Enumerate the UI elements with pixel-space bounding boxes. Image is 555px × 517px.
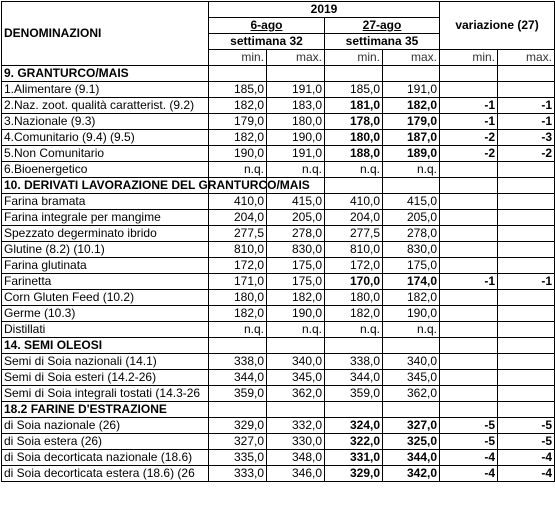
section-row: [2, 178, 555, 194]
row-label: di Soia decorticata estera (18.6) (26: [2, 466, 209, 482]
row-label: di Soia estera (26): [2, 434, 209, 450]
empty-cell: [325, 66, 383, 82]
table-row: [2, 354, 555, 370]
row-label: Semi di Soia esteri (14.2-26): [2, 370, 209, 386]
variation-min-cell: [440, 306, 498, 322]
week1-max-cell: 183,0: [267, 98, 325, 114]
variation-min-cell: [440, 210, 498, 226]
variation-min-cell: [440, 242, 498, 258]
row-label: Germe (10.3): [2, 306, 209, 322]
denominazioni-header: DENOMINAZIONI: [2, 2, 209, 66]
min-label: min.: [209, 50, 267, 66]
week1-max-cell: 182,0: [267, 290, 325, 306]
week2-max-cell: 175,0: [383, 258, 440, 274]
week1-min-cell: 185,0: [209, 82, 267, 98]
table-row: [2, 194, 555, 210]
week2-min-cell: 178,0: [325, 114, 383, 130]
week1-max-cell: 180,0: [267, 114, 325, 130]
variation-min-cell: [440, 386, 498, 402]
section-title: 14. SEMI OLEOSI: [2, 338, 209, 354]
week1-min-cell: 344,0: [209, 370, 267, 386]
row-label: Farinetta: [2, 274, 209, 290]
empty-cell: [383, 402, 440, 418]
section-title: 9. GRANTURCO/MAIS: [2, 66, 209, 82]
week1-min-cell: 335,0: [209, 450, 267, 466]
week1-label: settimana 32: [209, 34, 325, 50]
variation-max-cell: -4: [498, 450, 555, 466]
price-table: [1, 1, 555, 482]
empty-cell: [209, 402, 267, 418]
row-label: 2.Naz. zoot. qualità caratterist. (9.2): [2, 98, 209, 114]
week2-min-cell: 170,0: [325, 274, 383, 290]
variation-min-cell: [440, 194, 498, 210]
week2-max-cell: 362,0: [383, 386, 440, 402]
variation-max-cell: [498, 82, 555, 98]
row-label: di Soia decorticata nazionale (18.6): [2, 450, 209, 466]
min-label: min.: [440, 50, 498, 66]
week2-min-cell: 182,0: [325, 306, 383, 322]
week1-max-cell: n.q.: [267, 162, 325, 178]
week1-max-cell: n.q.: [267, 322, 325, 338]
table-row: [2, 274, 555, 290]
empty-cell: [440, 178, 498, 194]
min-label: min.: [325, 50, 383, 66]
week1-max-cell: 175,0: [267, 274, 325, 290]
section-title: 10. DERIVATI LAVORAZIONE DEL GRANTURCO/MAIS: [2, 178, 209, 194]
variation-min-cell: [440, 354, 498, 370]
week2-min-cell: 810,0: [325, 242, 383, 258]
table-row: [2, 306, 555, 322]
variation-min-cell: [440, 322, 498, 338]
week2-max-cell: 830,0: [383, 242, 440, 258]
week1-max-cell: 175,0: [267, 258, 325, 274]
variation-min-cell: [440, 258, 498, 274]
week1-min-cell: 338,0: [209, 354, 267, 370]
empty-cell: [267, 66, 325, 82]
variation-min-cell: -4: [440, 466, 498, 482]
empty-cell: [498, 402, 555, 418]
variation-max-cell: [498, 194, 555, 210]
empty-cell: [325, 178, 383, 194]
row-label: Semi di Soia integrali tostati (14.3-26: [2, 386, 209, 402]
week2-min-cell: 331,0: [325, 450, 383, 466]
table-row: [2, 386, 555, 402]
row-label: Glutine (8.2) (10.1): [2, 242, 209, 258]
week2-min-cell: 338,0: [325, 354, 383, 370]
week2-min-cell: 344,0: [325, 370, 383, 386]
week1-max-cell: 345,0: [267, 370, 325, 386]
variation-min-cell: -5: [440, 418, 498, 434]
week1-max-cell: 191,0: [267, 82, 325, 98]
variation-min-cell: [440, 226, 498, 242]
empty-cell: [498, 66, 555, 82]
row-label: Semi di Soia nazionali (14.1): [2, 354, 209, 370]
variation-max-cell: [498, 210, 555, 226]
variation-min-cell: -1: [440, 274, 498, 290]
year-header: 2019: [209, 2, 440, 18]
week1-max-cell: 362,0: [267, 386, 325, 402]
week2-min-cell: 359,0: [325, 386, 383, 402]
row-label: 5.Non Comunitario: [2, 146, 209, 162]
empty-cell: [383, 178, 440, 194]
week1-min-cell: 190,0: [209, 146, 267, 162]
variation-min-cell: -5: [440, 434, 498, 450]
week2-max-cell: 344,0: [383, 450, 440, 466]
section-row: [2, 402, 555, 418]
variation-max-cell: -1: [498, 274, 555, 290]
week2-max-cell: 179,0: [383, 114, 440, 130]
week2-min-cell: 180,0: [325, 130, 383, 146]
week2-max-cell: 278,0: [383, 226, 440, 242]
week2-label: settimana 35: [325, 34, 440, 50]
week1-max-cell: 191,0: [267, 146, 325, 162]
week1-min-cell: 179,0: [209, 114, 267, 130]
variation-min-cell: -4: [440, 450, 498, 466]
table-row: [2, 82, 555, 98]
week2-min-cell: 180,0: [325, 290, 383, 306]
week1-max-cell: 340,0: [267, 354, 325, 370]
week1-min-cell: 810,0: [209, 242, 267, 258]
table-row: [2, 242, 555, 258]
variation-max-cell: [498, 258, 555, 274]
table-row: [2, 98, 555, 114]
variation-max-cell: -1: [498, 98, 555, 114]
variation-min-cell: -2: [440, 130, 498, 146]
table-row: [2, 210, 555, 226]
week1-max-cell: 830,0: [267, 242, 325, 258]
week2-min-cell: 329,0: [325, 466, 383, 482]
week1-min-cell: 182,0: [209, 98, 267, 114]
week2-min-cell: 185,0: [325, 82, 383, 98]
variation-max-cell: -5: [498, 418, 555, 434]
empty-cell: [267, 338, 325, 354]
week2-min-cell: 410,0: [325, 194, 383, 210]
table-row: [2, 466, 555, 482]
variation-min-cell: -1: [440, 114, 498, 130]
header-row-year: [2, 2, 555, 18]
table-row: [2, 130, 555, 146]
table-row: [2, 434, 555, 450]
week2-max-cell: 415,0: [383, 194, 440, 210]
max-label: max.: [267, 50, 325, 66]
row-label: Spezzato degerminato ibrido: [2, 226, 209, 242]
week2-max-cell: 182,0: [383, 290, 440, 306]
row-label: Distillati: [2, 322, 209, 338]
week2-min-cell: 322,0: [325, 434, 383, 450]
variation-max-cell: [498, 370, 555, 386]
week1-max-cell: 348,0: [267, 450, 325, 466]
week2-min-cell: 181,0: [325, 98, 383, 114]
variation-min-cell: -2: [440, 146, 498, 162]
max-label: max.: [383, 50, 440, 66]
table-row: [2, 322, 555, 338]
week2-min-cell: 188,0: [325, 146, 383, 162]
week2-max-cell: 205,0: [383, 210, 440, 226]
empty-cell: [325, 338, 383, 354]
week2-max-cell: 340,0: [383, 354, 440, 370]
week2-min-cell: 172,0: [325, 258, 383, 274]
row-label: 1.Alimentare (9.1): [2, 82, 209, 98]
variation-max-cell: -2: [498, 146, 555, 162]
week1-min-cell: 359,0: [209, 386, 267, 402]
week1-max-cell: 415,0: [267, 194, 325, 210]
week1-max-cell: 346,0: [267, 466, 325, 482]
variation-max-cell: -5: [498, 434, 555, 450]
max-label: max.: [498, 50, 555, 66]
week2-min-cell: n.q.: [325, 162, 383, 178]
week1-min-cell: 182,0: [209, 306, 267, 322]
section-row: [2, 66, 555, 82]
week2-max-cell: 182,0: [383, 98, 440, 114]
week2-max-cell: n.q.: [383, 322, 440, 338]
week1-min-cell: 204,0: [209, 210, 267, 226]
row-label: di Soia nazionale (26): [2, 418, 209, 434]
empty-cell: [440, 66, 498, 82]
table-row: [2, 450, 555, 466]
table-row: [2, 114, 555, 130]
row-label: Farina bramata: [2, 194, 209, 210]
variation-max-cell: [498, 226, 555, 242]
week1-min-cell: n.q.: [209, 322, 267, 338]
week2-max-cell: 191,0: [383, 82, 440, 98]
variation-min-cell: -1: [440, 98, 498, 114]
week1-date: 6-ago: [209, 18, 325, 34]
variation-min-cell: [440, 82, 498, 98]
variation-max-cell: -4: [498, 466, 555, 482]
empty-cell: [383, 66, 440, 82]
table-row: [2, 370, 555, 386]
week2-max-cell: 325,0: [383, 434, 440, 450]
week1-min-cell: 171,0: [209, 274, 267, 290]
empty-cell: [498, 178, 555, 194]
variation-min-cell: [440, 370, 498, 386]
row-label: 6.Bioenergetico: [2, 162, 209, 178]
table-row: [2, 226, 555, 242]
week1-max-cell: 190,0: [267, 130, 325, 146]
section-title: 18.2 FARINE D'ESTRAZIONE: [2, 402, 209, 418]
week1-max-cell: 205,0: [267, 210, 325, 226]
empty-cell: [325, 402, 383, 418]
empty-cell: [209, 66, 267, 82]
empty-cell: [498, 338, 555, 354]
week2-min-cell: 324,0: [325, 418, 383, 434]
variation-max-cell: -1: [498, 114, 555, 130]
row-label: Farina glutinata: [2, 258, 209, 274]
table-row: [2, 162, 555, 178]
week1-min-cell: 277,5: [209, 226, 267, 242]
week1-min-cell: 182,0: [209, 130, 267, 146]
empty-cell: [209, 338, 267, 354]
variation-max-cell: [498, 306, 555, 322]
row-label: Farina integrale per mangime: [2, 210, 209, 226]
variation-max-cell: [498, 242, 555, 258]
week1-min-cell: 172,0: [209, 258, 267, 274]
table-row: [2, 146, 555, 162]
week2-max-cell: n.q.: [383, 162, 440, 178]
week1-min-cell: 333,0: [209, 466, 267, 482]
week1-min-cell: 410,0: [209, 194, 267, 210]
week1-min-cell: n.q.: [209, 162, 267, 178]
table-row: [2, 418, 555, 434]
variation-max-cell: -3: [498, 130, 555, 146]
empty-cell: [440, 402, 498, 418]
week1-min-cell: 180,0: [209, 290, 267, 306]
week2-max-cell: 189,0: [383, 146, 440, 162]
variation-min-cell: [440, 290, 498, 306]
row-label: 4.Comunitario (9.4) (9.5): [2, 130, 209, 146]
empty-cell: [383, 338, 440, 354]
week1-max-cell: 190,0: [267, 306, 325, 322]
row-label: 3.Nazionale (9.3): [2, 114, 209, 130]
section-row: [2, 338, 555, 354]
row-label: Corn Gluten Feed (10.2): [2, 290, 209, 306]
week2-max-cell: 342,0: [383, 466, 440, 482]
week1-max-cell: 330,0: [267, 434, 325, 450]
week2-max-cell: 174,0: [383, 274, 440, 290]
week2-date: 27-ago: [325, 18, 440, 34]
variation-max-cell: [498, 290, 555, 306]
week2-max-cell: 187,0: [383, 130, 440, 146]
week2-max-cell: 190,0: [383, 306, 440, 322]
variation-max-cell: [498, 354, 555, 370]
week2-min-cell: 277,5: [325, 226, 383, 242]
empty-cell: [267, 402, 325, 418]
week1-max-cell: 332,0: [267, 418, 325, 434]
week1-min-cell: 329,0: [209, 418, 267, 434]
week2-min-cell: 204,0: [325, 210, 383, 226]
week1-max-cell: 278,0: [267, 226, 325, 242]
week2-min-cell: n.q.: [325, 322, 383, 338]
week1-min-cell: 327,0: [209, 434, 267, 450]
variation-header: variazione (27): [440, 2, 555, 50]
variation-max-cell: [498, 322, 555, 338]
empty-cell: [440, 338, 498, 354]
week2-max-cell: 327,0: [383, 418, 440, 434]
variation-min-cell: [440, 162, 498, 178]
table-row: [2, 290, 555, 306]
week2-max-cell: 345,0: [383, 370, 440, 386]
variation-max-cell: [498, 162, 555, 178]
table-row: [2, 258, 555, 274]
variation-max-cell: [498, 386, 555, 402]
